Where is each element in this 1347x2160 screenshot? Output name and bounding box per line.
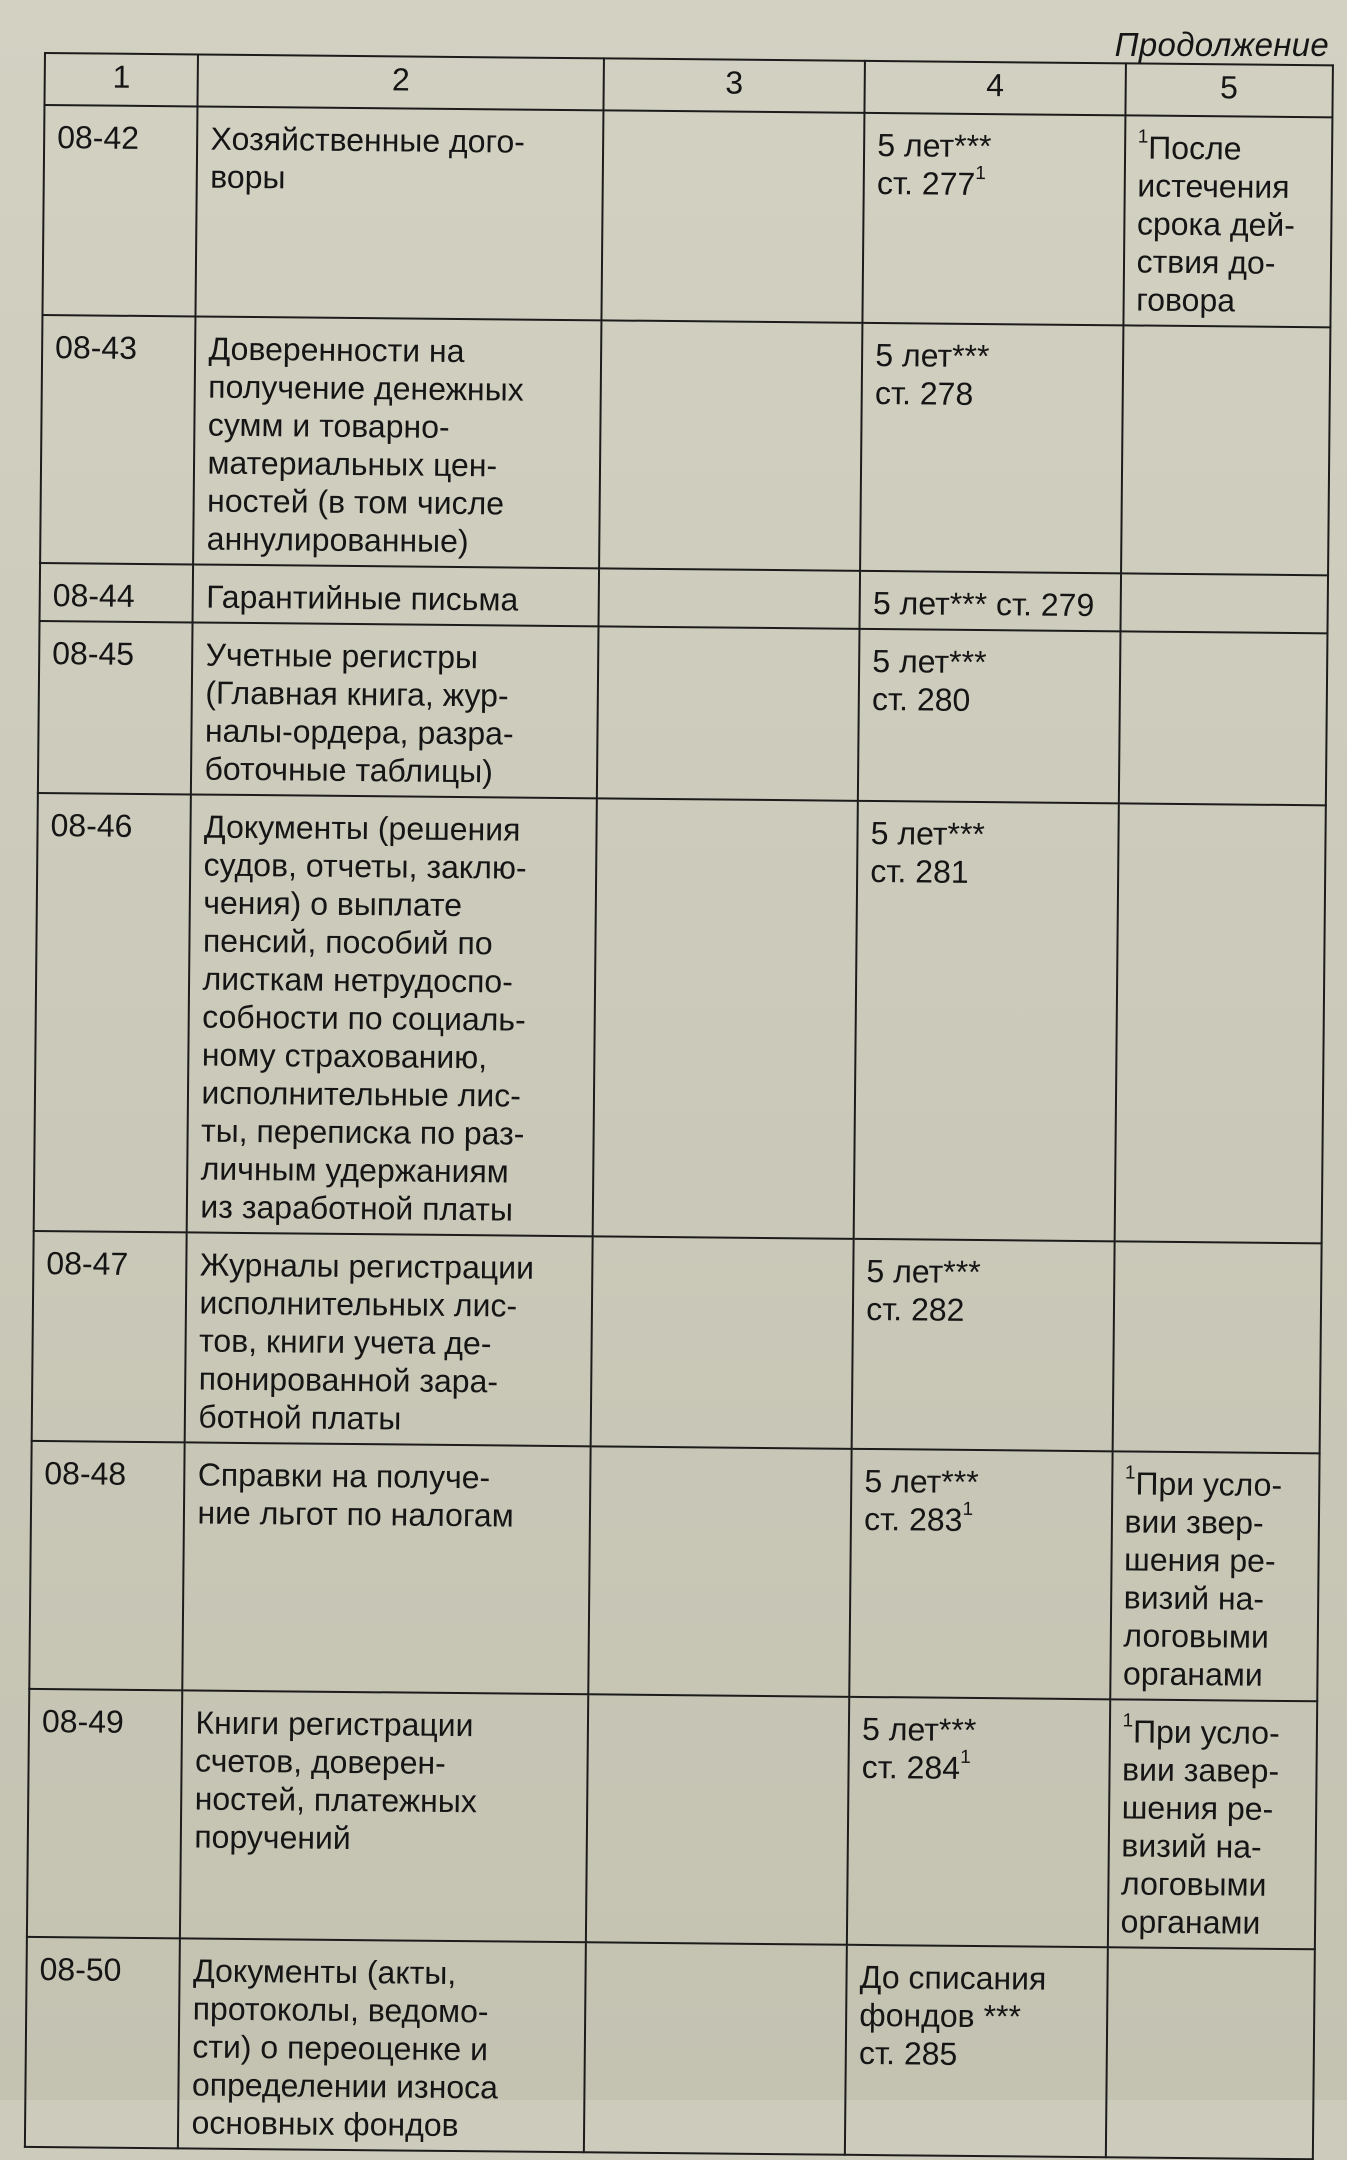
row-term-cell [847,1697,1110,1947]
row-code: 08-46 [34,793,192,1232]
row-col3 [586,1694,850,1944]
row-code: 08-47 [32,1231,187,1442]
row-article [866,1290,1101,1330]
row-article-text: ст. 281 [870,853,969,890]
row-col3 [597,626,860,801]
row-col3 [592,798,858,1238]
row-title: Хозяйственные дого- воры [196,106,603,320]
row-note-cell [1105,1947,1314,2159]
table-row [32,1231,1322,1453]
row-article [872,680,1107,720]
table-row [40,315,1330,575]
row-term: 5 лет*** [872,642,1107,682]
row-article [864,1500,1099,1540]
row-term: 5 лет*** [877,126,1112,166]
row-article-text: ст. 278 [875,375,974,412]
row-note: При усло- вии завер- шения ре- визий на- логовыми органами [1120,1714,1279,1941]
row-article [870,852,1105,892]
column-header-3: 3 [603,58,865,113]
row-code: 08-43 [40,315,196,564]
row-article-text: ст. 283 [864,1501,963,1538]
row-term: 5 лет*** [864,1462,1099,1502]
row-title: Учетные регистры (Главная книга, жур- налы-ордера, разра- боточные таблицы) [191,622,598,798]
row-article-text: ст. 284 [862,1749,961,1786]
row-term-cell [858,629,1120,803]
row-note-cell [1114,803,1326,1243]
row-title: Документы (акты, протоколы, ведомо- сти) о переоценке и определении износа основных фондов [178,1938,585,2152]
row-article-text: ст. 285 [859,2035,958,2072]
row-code: 08-48 [29,1441,185,1690]
row-article-text: ст. 277 [877,165,976,202]
row-title: Гарантийные письма [193,564,599,626]
table-row [29,1441,1319,1701]
row-note-cell [1121,325,1331,575]
footnote-marker: 1 [962,1499,973,1520]
row-article [862,1748,1097,1788]
table-row [42,105,1332,327]
row-note-cell [1118,631,1327,805]
row-col3 [584,1942,847,2154]
row-term: 5 лет*** [866,1252,1101,1292]
row-note-cell [1110,1451,1320,1701]
row-note: При усло- вии звер- шения ре- визий на- логовыми органами [1123,1466,1282,1693]
row-term-cell [852,1239,1114,1451]
footnote-marker: 1 [1122,1711,1133,1732]
row-title: Книги регистрации счетов, доверен- ностей, платежных поручений [180,1690,588,1942]
row-term: До списания фондов *** [859,1958,1094,2036]
footnote-marker: 1 [1125,1463,1136,1484]
row-note-cell [1123,115,1332,327]
row-note-cell [1112,1241,1321,1453]
row-term: 5 лет*** [862,1710,1097,1750]
column-header-2: 2 [198,54,604,110]
footnote-marker: 1 [1138,127,1149,148]
row-col3 [598,568,860,629]
row-title: Справки на получе- ние льгот по налогам [183,1442,591,1694]
row-article-text: ст. 280 [872,681,971,718]
row-title: Журналы регистрации исполнительных лис- тов, книги учета де- понированной зара- ботной платы [185,1232,592,1446]
row-code: 08-45 [38,621,193,794]
row-article-text: ст. 282 [866,1291,965,1328]
column-header-5: 5 [1125,63,1333,117]
row-col3 [588,1446,852,1696]
row-term-cell [854,801,1119,1241]
footnote-marker: 1 [960,1747,971,1768]
table-row [25,1937,1315,2159]
row-code: 08-42 [42,105,197,316]
continued-label: Продолжение [1115,26,1329,64]
row-col3 [599,320,863,570]
row-title: Документы (решения судов, отчеты, заклю- чения) о выплате пенсий, пособий по листкам нетрудоспо- собности по социаль- ному страхованию, исполнительные лис- ты, переписка по раз- личным удержаниям из заработной платы [187,794,597,1236]
row-col3 [601,110,864,322]
column-header-4: 4 [865,61,1126,115]
row-term: 5 лет*** [875,336,1110,376]
column-header-1: 1 [44,53,198,106]
table-row [38,621,1328,805]
row-note-cell [1107,1699,1317,1949]
row-article [859,2034,1094,2074]
retention-table [24,52,1334,2160]
row-code: 08-49 [27,1689,183,1938]
row-term-cell [849,1449,1112,1699]
row-title: Доверенности на получение денежных сумм и товарно- материальных цен- ностей (в том числе аннулированные) [194,316,602,568]
row-col3 [590,1236,853,1448]
row-note-cell [1120,573,1328,633]
row-term: 5 лет*** ст. 279 [873,584,1108,624]
row-term-cell [860,323,1123,573]
row-article [875,374,1110,414]
row-article [877,164,1112,204]
row-term: 5 лет*** [871,814,1106,854]
row-code: 08-44 [40,563,194,622]
row-code: 08-50 [25,1937,180,2148]
table-row [27,1689,1317,1949]
row-term-cell [860,571,1121,631]
row-term-cell [845,1945,1107,2157]
table-row [34,793,1326,1243]
row-term-cell [863,113,1125,325]
row-note: После истечения срока дей- ствия до- говора [1136,130,1295,319]
footnote-marker: 1 [975,163,986,184]
